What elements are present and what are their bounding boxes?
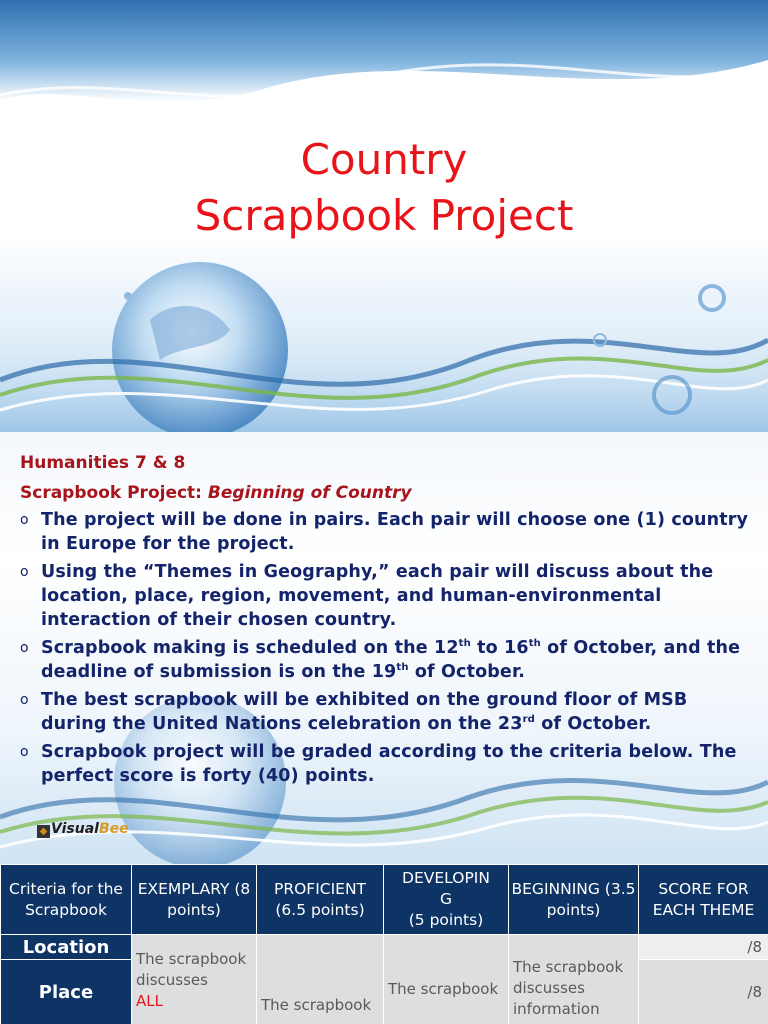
row-label: Place [1,960,132,1024]
visualbee-icon: ◆ [37,825,50,838]
project-heading-italic: Beginning of Country [207,483,412,503]
bullet-text: Using the “Themes in Geography,” each pair will discuss about the location, place, region, movement, and human-environmental interaction of their chosen country. [41,562,714,630]
bullet-marker-icon: o [20,512,29,528]
column-header: Criteria for the Scrapbook [1,865,132,935]
project-heading-prefix: Scrapbook Project: [20,483,208,503]
project-heading [20,478,750,508]
visualbee-logo: ◆ VisualBee [37,821,129,838]
column-header: SCORE FOR EACH THEME [639,865,768,935]
table-cell: The scrapbook [257,935,384,1024]
page-title [0,132,768,244]
bullet-text: The project will be done in pairs. Each pair will choose one (1) country in Europe for the project. [41,510,749,554]
bullet-marker-icon: o [20,692,29,708]
bullet-item [20,508,750,556]
slide-text [20,448,750,792]
bullet-text: Scrapbook making is scheduled on the 12th to 16th of October, and the deadline of submission is on the 19th of October. [41,638,741,682]
table-cell: The scrapbook discusses information [509,935,639,1024]
rubric-table [0,864,768,1024]
title-line-1: Country [300,135,468,184]
bullet-text: Scrapbook project will be graded according to the criteria below. The perfect score is forty (40) points. [41,742,737,786]
table-header-row [1,865,768,935]
column-header: PROFICIENT (6.5 points) [257,865,384,935]
column-header: BEGINNING (3.5 points) [509,865,639,935]
table-row [1,935,768,960]
bullet-marker-icon: o [20,744,29,760]
column-header: EXEMPLARY (8 points) [132,865,257,935]
bullet-marker-icon: o [20,564,29,580]
row-label: Location [1,935,132,960]
table-cell: The scrapbook [384,935,509,1024]
course-heading: Humanities 7 & 8 [20,453,186,473]
bullet-item [20,636,750,684]
table-cell: The scrapbook discusses ALL [132,935,257,1024]
bullet-item [20,740,750,788]
score-cell: /8 [639,935,768,960]
bullet-item [20,688,750,736]
bullet-item [20,560,750,632]
globe-icon [112,262,288,432]
bullet-text: The best scrapbook will be exhibited on the ground floor of MSB during the United Nations celebration on the 23rd of October. [41,690,688,734]
title-slide [0,0,768,432]
column-header: DEVELOPIN G (5 points) [384,865,509,935]
score-cell: /8 [639,960,768,1024]
title-line-2: Scrapbook Project [194,191,574,240]
bullet-marker-icon: o [20,640,29,656]
rubric-slide [0,864,768,1024]
content-slide [0,432,768,864]
